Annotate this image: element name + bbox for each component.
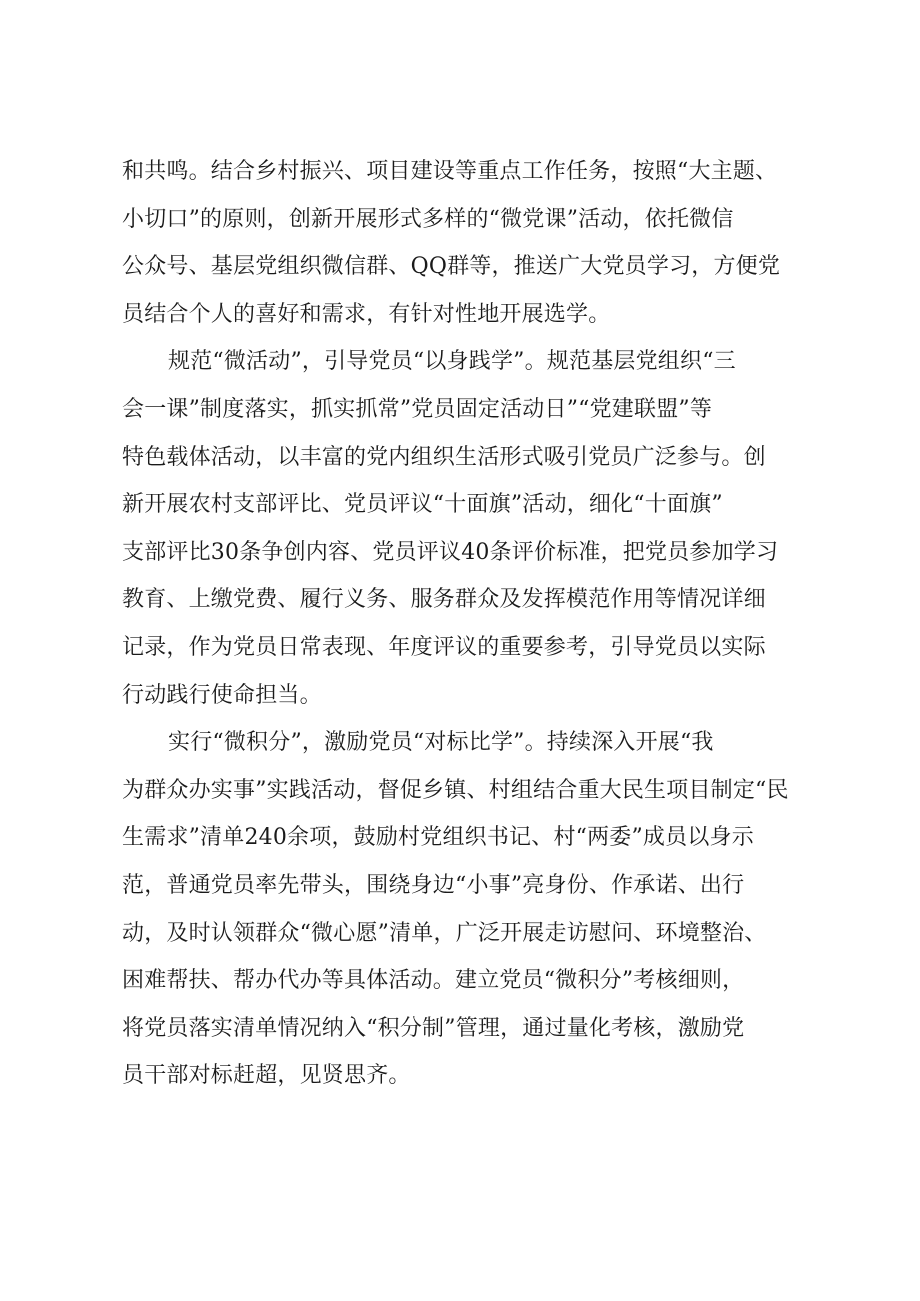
paragraph-line: 员结合个人的喜好和需求，有针对性地开展选学。 xyxy=(122,301,611,327)
paragraph-line: 困难帮扶、帮办代办等具体活动。建立党员“微积分”考核细则， xyxy=(122,968,745,994)
paragraph-line: 和共鸣。结合乡村振兴、项目建设等重点工作任务，按照“大主题、 xyxy=(122,159,778,184)
paragraph-line: 将党员落实清单情况纳入“积分制”管理，通过量化考核，激励党 xyxy=(122,1015,745,1041)
paragraph-line: 实行“微积分”，激励党员“对标比学”。持续深入开展“我 xyxy=(168,730,714,756)
paragraph-line: 员干部对标赶超，见贤思齐。 xyxy=(122,1063,411,1089)
paragraph-line: 教育、上缴党费、履行义务、服务群众及发挥模范作用等情况详细 xyxy=(122,587,766,613)
paragraph-1 xyxy=(122,148,812,338)
paragraph-line: 新开展农村支部评比、党员评议“十面旗”活动，细化“十面旗” xyxy=(122,492,723,518)
paragraph-line: 生需求”清单240余项，鼓励村党组织书记、村“两委”成员以身示 xyxy=(122,825,754,851)
paragraph-line: 规范“微活动”，引导党员“以身践学”。规范基层党组织“三 xyxy=(168,349,736,375)
document-body xyxy=(122,148,812,1100)
paragraph-line: 小切口”的原则，创新开展形式多样的“微党课”活动，依托微信 xyxy=(122,206,734,232)
paragraph-line: 为群众办实事”实践活动，督促乡镇、村组结合重大民生项目制定“民 xyxy=(122,777,789,803)
paragraph-3 xyxy=(122,719,812,1100)
paragraph-line: 行动践行使命担当。 xyxy=(122,682,322,708)
paragraph-line: 动，及时认领群众“微心愿”清单，广泛开展走访慰问、环境整治、 xyxy=(122,920,767,946)
paragraph-line: 特色载体活动，以丰富的党内组织生活形式吸引党员广泛参与。创 xyxy=(122,444,766,470)
paragraph-2 xyxy=(122,338,812,719)
paragraph-line: 记录，作为党员日常表现、年度评议的重要参考，引导党员以实际 xyxy=(122,634,766,660)
paragraph-line: 范，普通党员率先带头，围绕身边“小事”亮身份、作承诺、出行 xyxy=(122,872,745,898)
paragraph-line: 支部评比30条争创内容、党员评议40条评价标准，把党员参加学习 xyxy=(122,539,779,565)
paragraph-line: 公众号、基层党组织微信群、QQ群等，推送广大党员学习，方便党 xyxy=(122,254,781,280)
paragraph-line: 会一课”制度落实，抓实抓常”党员固定活动日”“党建联盟”等 xyxy=(122,396,713,422)
